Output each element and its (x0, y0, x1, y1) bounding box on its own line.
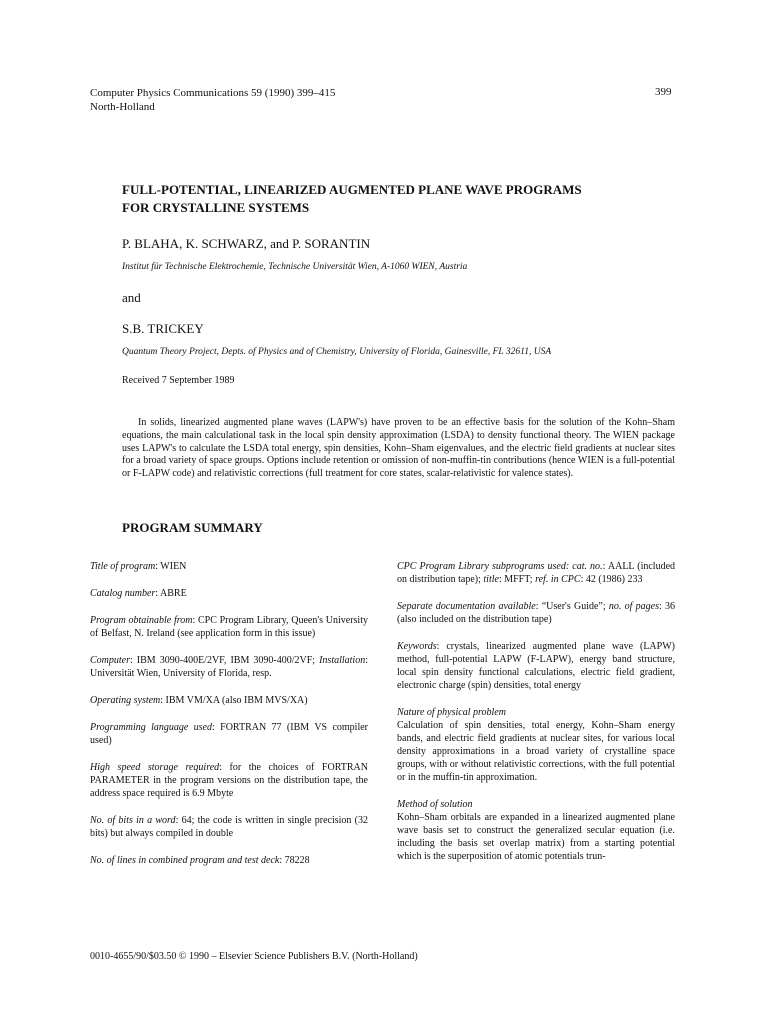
article-title (122, 181, 642, 217)
method-heading: Method of solution (397, 799, 473, 810)
entry-documentation (397, 600, 675, 626)
program-summary-heading: PROGRAM SUMMARY (122, 520, 263, 535)
entry-label: Catalog number (90, 588, 156, 599)
entry-label: Computer (90, 655, 130, 666)
entry-text: : 42 (1986) 233 (580, 574, 643, 585)
entry-catalog-number (90, 587, 368, 600)
and-separator: and (122, 290, 141, 305)
entry-label: No. of bits in a word (90, 815, 176, 826)
entry-label-installation: Installation (319, 655, 366, 666)
publisher: North-Holland (90, 101, 155, 113)
affiliation-1: Institut für Technische Elektrochemie, Technische Universität Wien, A-1060 WIEN, Austria (122, 262, 468, 272)
entry-text: : IBM 3090-400E/2VF, IBM 3090-400/2VF; (130, 655, 320, 666)
entry-text: : 64; the code is written in single precision (32 bits) but always compiled in double (90, 815, 368, 839)
entry-keywords (397, 640, 675, 692)
journal-citation: Computer Physics Communications 59 (1990) 399–415 (90, 87, 336, 99)
entry-operating-system (90, 694, 368, 707)
entry-text: : FORTRAN 77 (IBM VS compiler used) (90, 722, 368, 746)
entry-nature-of-problem (397, 706, 675, 784)
affiliation-2: Quantum Theory Project, Depts. of Physics and of Chemistry, University of Florida, Gainesville, FL 32611, USA (122, 347, 552, 357)
nature-heading: Nature of physical problem (397, 707, 506, 718)
journal-header (90, 86, 335, 114)
entry-text: : MFFT; (498, 574, 536, 585)
authors-group-1: P. BLAHA, K. SCHWARZ, and P. SORANTIN (122, 236, 371, 251)
entry-label: Programming language used (90, 722, 212, 733)
entry-bits-in-word (90, 814, 368, 840)
entry-text: : ABRE (155, 588, 187, 599)
title-line-1: FULL-POTENTIAL, LINEARIZED AUGMENTED PLANE WAVE PROGRAMS (122, 182, 582, 197)
entry-storage-required (90, 761, 368, 800)
abstract: In solids, linearized augmented plane waves (LAPW's) have proven to be an effective basis for the solution of the Kohn–Sham equations, the main calculational task in the local spin density approximation (LSDA) to density functional theory. The WIEN package uses LAPW's to calculate the LSDA total energy, spin densities, Kohn–Sham eigenvalues, and the electric field gradients at nuclear sites for a broad variety of space groups. Options include retention or omission of non-muffin-tin contributions (hence WIEN is a full-potential or F-LAPW code) and relativistic corrections (full treatment for core states, scalar-relativistic for valence states). (122, 417, 675, 480)
entry-text: : 78228 (279, 855, 310, 866)
entry-text: : crystals, linearized augmented plane wave (LAPW) method, full-potential LAPW (F-LAPW), energy band structure, local spin density functional calculations, electric field gradient, electronic charge (spin) densities, total energy (397, 641, 675, 691)
entry-label-title: title (483, 574, 499, 585)
entry-label: Title of program (90, 561, 156, 572)
entry-text: : AALL (included on distribution tape); (397, 561, 676, 585)
entry-label: Keywords (397, 641, 437, 652)
page-number: 399 (655, 86, 672, 98)
entry-text: : IBM VM/XA (also IBM MVS/XA) (160, 695, 308, 706)
entry-computer (90, 654, 368, 680)
authors-group-2: S.B. TRICKEY (122, 321, 204, 336)
summary-right-column (397, 560, 675, 877)
entry-label: Program obtainable from (90, 615, 193, 626)
entry-label: No. of lines in combined program and test deck (90, 855, 280, 866)
entry-label: CPC Program Library subprograms used: cat. no. (397, 561, 603, 572)
method-text: Kohn–Sham orbitals are expanded in a linearized augmented plane wave basis set to construct the generalized secular equation (i.e. including the basis set overlap matrix) from a starting potential which is the superposition of atomic potentials trun- (397, 812, 675, 862)
entry-title-of-program (90, 560, 368, 573)
entry-lines-count (90, 854, 368, 867)
summary-left-column (90, 560, 368, 881)
entry-text: : 36 (also included on the distribution tape) (397, 601, 676, 625)
entry-program-obtainable (90, 614, 368, 640)
entry-label-ref: ref. in CPC (535, 574, 581, 585)
entry-text: : CPC Program Library, Queen's University of Belfast, N. Ireland (see application form in this issue) (90, 615, 368, 639)
entry-label: Operating system (90, 695, 161, 706)
received-date: Received 7 September 1989 (122, 375, 235, 386)
nature-text: Calculation of spin densities, total energy, Kohn–Sham energy bands, and electric field gradients at nuclear sites, for various local density approximations in a broad variety of crystalline space groups, with or without relativistic corrections, with the full potential or in the muffin-tin approximation. (397, 720, 675, 783)
entry-label: High speed storage required (90, 762, 220, 773)
entry-text: : WIEN (155, 561, 187, 572)
entry-label: Separate documentation available (397, 601, 536, 612)
copyright-footer: 0010-4655/90/$03.50 © 1990 – Elsevier Science Publishers B.V. (North-Holland) (90, 951, 418, 962)
entry-label-pages: no. of pages (608, 601, 659, 612)
title-line-2: FOR CRYSTALLINE SYSTEMS (122, 200, 310, 215)
entry-method-of-solution (397, 798, 675, 863)
entry-subprograms (397, 560, 675, 586)
entry-programming-language (90, 721, 368, 747)
entry-text: : “User's Guide”; (535, 601, 609, 612)
entry-text: : for the choices of FORTRAN PARAMETER in the program versions on the distribution tape, the address space required is 6.9 Mbyte (90, 762, 369, 799)
entry-text-installation: : Universität Wien, University of Florida, resp. (90, 655, 368, 679)
